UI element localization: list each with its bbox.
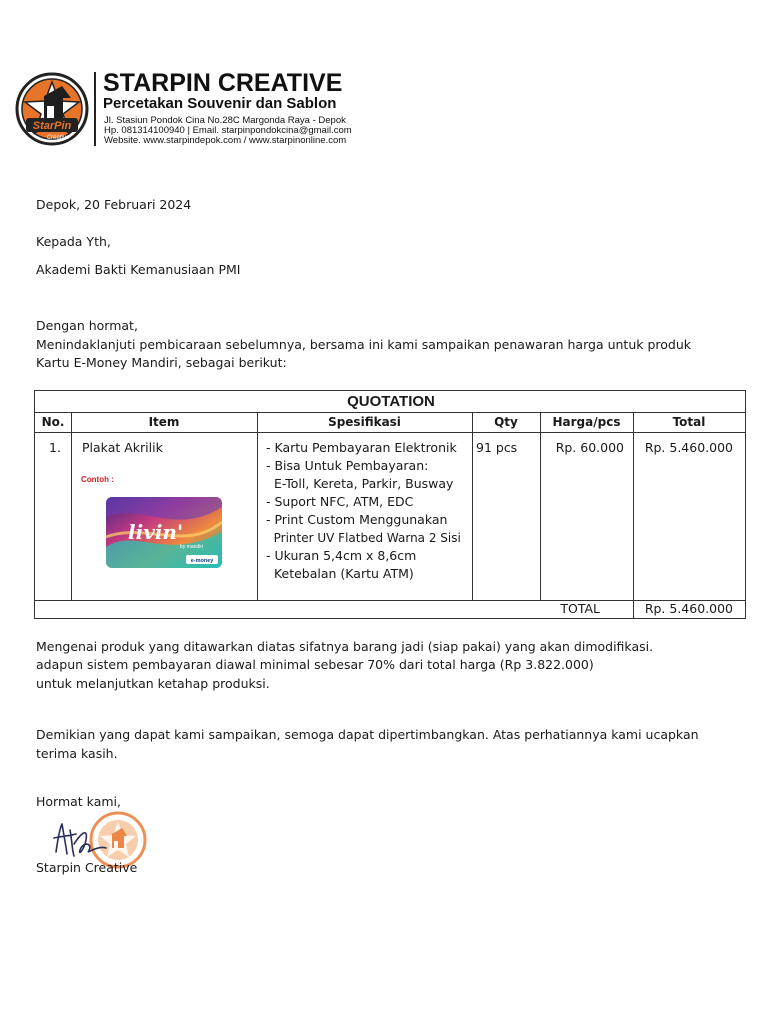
spec-line: - Kartu Pembayaran Elektronik: [266, 440, 457, 455]
card-emoney: e-money: [190, 558, 214, 564]
grand-total: Rp. 5.460.000: [644, 601, 733, 616]
signatory: Starpin Creative: [36, 860, 138, 875]
quotation-title: QUOTATION: [347, 393, 435, 410]
closing-line-1: Demikian yang dapat kami sampaikan, semoga dapat dipertimbangkan. Atas perhatiannya kami ucapkan: [36, 727, 699, 742]
company-contact: Hp. 081314100940 | Email. starpinpondokcina@gmail.com: [104, 125, 352, 136]
header-spec: Spesifikasi: [328, 415, 401, 429]
row-price: Rp. 60.000: [555, 440, 624, 455]
spec-line: Printer UV Flatbed Warna 2 Sisi: [266, 531, 461, 545]
closing-line-2: terima kasih.: [36, 746, 118, 761]
note-line-2: adapun sistem pembayaran diawal minimal sebesar 70% dari total harga (Rp 3.822.000): [36, 657, 594, 672]
company-address: Jl. Stasiun Pondok Cina No.28C Margonda Raya - Depok: [104, 115, 346, 126]
regards: Hormat kami,: [36, 794, 121, 809]
recipient: Akademi Bakti Kemanusiaan PMI: [36, 262, 241, 277]
spec-line: - Print Custom Menggunakan: [266, 512, 448, 527]
table-rule: [257, 412, 258, 600]
example-label: Contoh :: [81, 475, 114, 484]
quotation-table: [34, 390, 746, 619]
company-name: STARPIN CREATIVE: [103, 69, 343, 97]
spec-line: - Suport NFC, ATM, EDC: [266, 494, 414, 509]
card-brand: livin': [128, 520, 184, 544]
row-total: Rp. 5.460.000: [644, 440, 733, 455]
spec-line: E-Toll, Kereta, Parkir, Busway: [266, 476, 454, 491]
logo-text: StarPin: [32, 120, 72, 132]
company-logo: [14, 72, 92, 146]
place-date: Depok, 20 Februari 2024: [36, 197, 192, 212]
header-item: Item: [148, 415, 180, 429]
spec-line: - Bisa Untuk Pembayaran:: [266, 458, 429, 473]
note-line-1: Mengenai produk yang ditawarkan diatas sifatnya barang jadi (siap pakai) yang akan dimodifikasi.: [36, 639, 654, 654]
intro-line-2: Kartu E-Money Mandiri, sebagai berikut:: [36, 355, 287, 370]
spec-line: - Ukuran 5,4cm x 8,6cm: [266, 548, 417, 563]
header-qty: Qty: [494, 415, 518, 429]
company-website: Website. www.starpindepok.com / www.starpinonline.com: [104, 135, 347, 146]
product-card-image: [106, 497, 222, 568]
row-qty: 91 pcs: [476, 440, 518, 455]
card-sub: by mandiri: [180, 544, 204, 550]
to-label: Kepada Yth,: [36, 234, 111, 249]
header-no: No.: [41, 415, 65, 429]
note-line-3: untuk melanjutkan ketahap produksi.: [36, 676, 270, 691]
table-rule: [71, 412, 72, 600]
table-rule: [472, 412, 473, 600]
logo-small-text: Creative: [46, 135, 70, 141]
greeting: Dengan hormat,: [36, 318, 138, 333]
total-label: TOTAL: [560, 601, 600, 616]
intro-line-1: Menindaklanjuti pembicaraan sebelumnya, bersama ini kami sampaikan penawaran harga untuk produk: [36, 337, 692, 352]
table-rule: [35, 432, 745, 433]
row-item: Plakat Akrilik: [82, 440, 163, 455]
spec-line: Ketebalan (Kartu ATM): [266, 566, 414, 581]
header-price: Harga/pcs: [552, 415, 621, 429]
row-no: 1.: [49, 440, 61, 455]
header-total: Total: [672, 415, 706, 429]
letterhead-divider: [94, 72, 96, 146]
company-tagline: Percetakan Souvenir dan Sablon: [103, 95, 337, 112]
